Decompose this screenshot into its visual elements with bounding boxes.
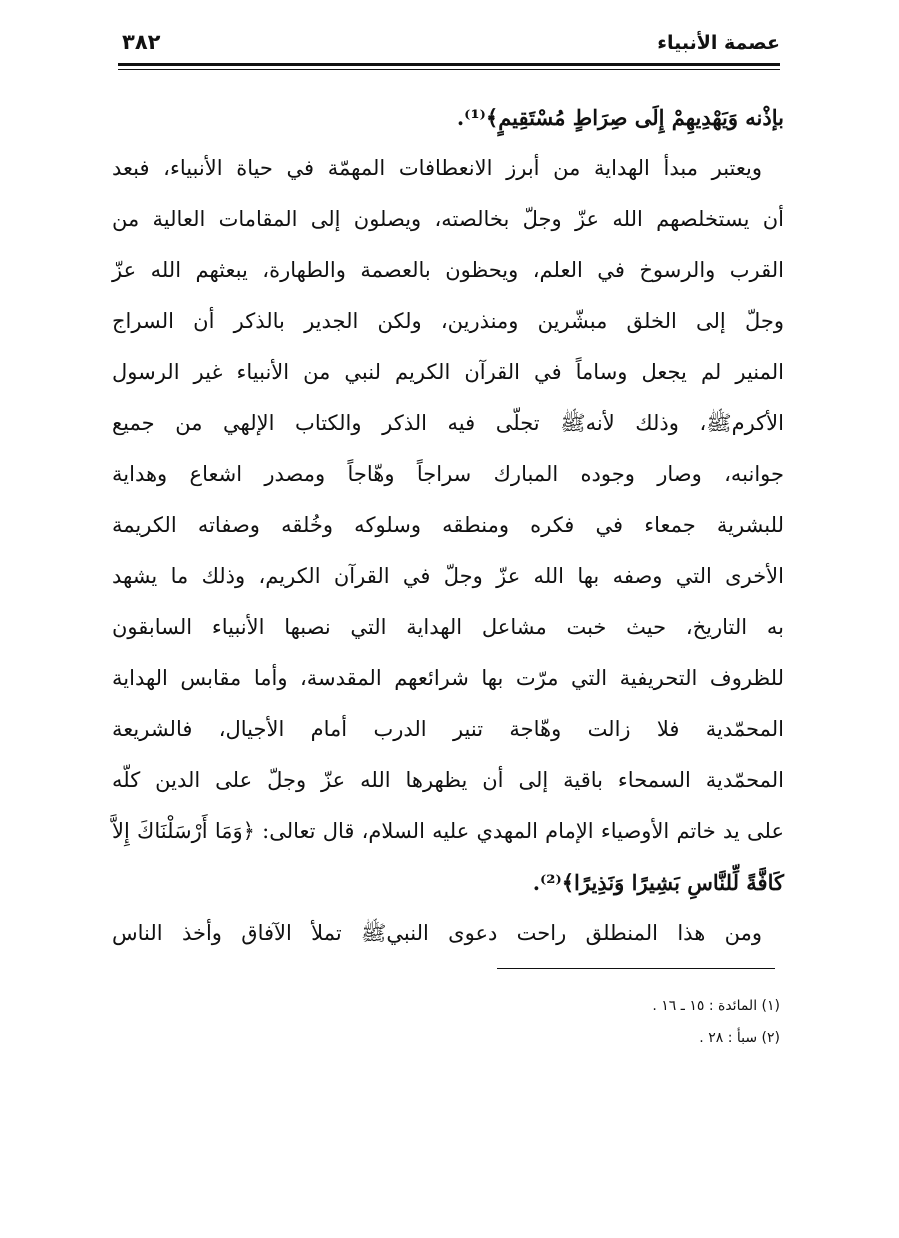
page-number: ٣٨٢ — [122, 30, 161, 54]
text-line: للظروف التحريفية التي مرّت بها شرائعهم المقدسة، وأما مقابس الهداية — [112, 666, 784, 690]
text-line: على يد خاتم الأوصياء الإمام المهدي عليه السلام، قال تعالى: ﴿وَمَا أَرْسَلْنَاكَ إِلاَّ — [112, 819, 784, 843]
footnote: (١) المائدة : ١٥ ـ ١٦ . — [652, 998, 780, 1014]
header-rule-thick — [118, 63, 780, 66]
text-line: بإذْنه وَيَهْدِيهِمْ إِلَى صِرَاطٍ مُسْتَقِيمٍ﴾⁽¹⁾. — [456, 105, 784, 130]
body-text — [112, 92, 784, 959]
text-line: المنير لم يجعل وساماً في القرآن الكريم لنبي من الأنبياء غير الرسول — [112, 360, 784, 384]
footnote: (٢) سبأ : ٢٨ . — [699, 1030, 780, 1046]
text-line: ومن هذا المنطلق راحت دعوى النبيﷺ تملأ الآفاق وأخذ الناس — [112, 921, 762, 945]
text-line: ويعتبر مبدأ الهداية من أبرز الانعطافات المهمّة في حياة الأنبياء، فبعد — [112, 156, 762, 180]
footnote-separator — [497, 968, 775, 969]
text-line: الأخرى التي وصفه بها الله عزّ وجلّ في القرآن الكريم، وذلك ما يشهد — [112, 564, 784, 588]
running-title: عصمة الأنبياء — [657, 32, 780, 54]
text-line: وجلّ إلى الخلق مبشّرين ومنذرين، ولكن الجدير بالذكر أن السراج — [112, 309, 784, 333]
header-rule-thin — [118, 69, 780, 70]
page-header — [118, 30, 780, 62]
text-line: المحمّدية السمحاء باقية إلى أن يظهرها الله عزّ وجلّ على الدين كلّه — [112, 768, 784, 792]
text-line: جوانبه، وصار وجوده المبارك سراجاً وهّاجاً ومصدر اشعاع وهداية — [112, 462, 784, 486]
text-line: الأكرمﷺ، وذلك لأنهﷺ تجلّى فيه الذكر والكتاب الإلهي من جميع — [112, 411, 784, 435]
footnotes — [480, 990, 780, 1054]
text-line: القرب والرسوخ في العلم، ويحظون بالعصمة والطهارة، يبعثهم الله عزّ — [112, 258, 784, 282]
text-line: به التاريخ، حيث خبت مشاعل الهداية التي نصبها الأنبياء السابقون — [112, 615, 784, 639]
text-line: أن يستخلصهم الله عزّ وجلّ بخالصته، ويصلون إلى المقامات العالية من — [112, 207, 784, 231]
text-line: المحمّدية فلا زالت وهّاجة تنير الدرب أمام الأجيال، فالشريعة — [112, 717, 784, 741]
text-line: للبشرية جمعاء في فكره ومنطقه وسلوكه وخُلقه وصفاته الكريمة — [112, 513, 784, 537]
text-line: كَافَّةً لِّلنَّاسِ بَشِيرًا وَنَذِيرًا﴾⁽²⁾. — [532, 870, 784, 895]
